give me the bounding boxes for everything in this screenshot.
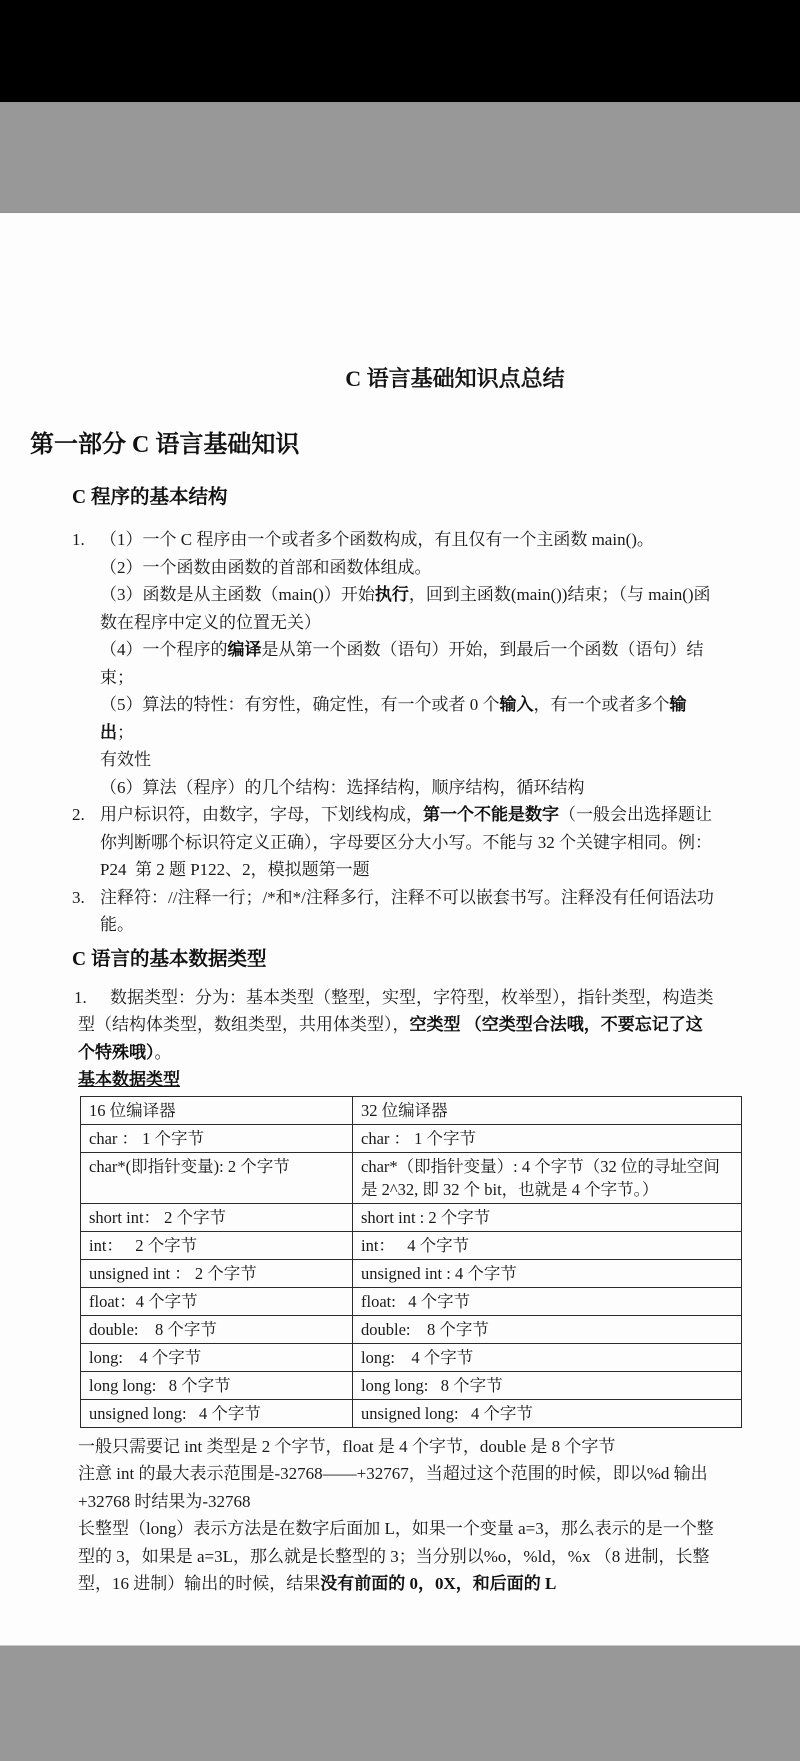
text-line	[100, 636, 720, 691]
table-row	[81, 1259, 742, 1287]
text-run: （5）算法的特性：有穷性，确定性，有一个或者 0 个	[100, 695, 500, 714]
table-cell: long: 4 个字节	[81, 1343, 353, 1371]
table-header-row	[81, 1096, 742, 1124]
table-cell: unsigned long: 4 个字节	[81, 1399, 353, 1427]
text-run: 数据类型：分为：基本类型（整型，实型，字符型，枚举型），指针类型，构造类	[110, 987, 714, 1007]
text-line	[78, 1039, 722, 1067]
table-row	[81, 1371, 742, 1399]
table-row	[81, 1124, 742, 1152]
list-item-2	[72, 801, 720, 884]
text-run: 用户标识符，由数字，字母，下划线构成，	[100, 805, 423, 824]
text-run: （6）算法（程序）的几个结构：选择结构，顺序结构，循环结构	[100, 777, 585, 797]
table-cell: unsigned int ： 2 个字节	[81, 1259, 353, 1287]
table-cell: long long: 8 个字节	[81, 1371, 353, 1399]
list-number: 3.	[72, 887, 85, 907]
document-title: C 语言基础知识点总结	[345, 366, 565, 391]
text-line	[100, 554, 720, 582]
text-line	[78, 1570, 724, 1598]
text-line	[100, 609, 720, 637]
section2-heading: C 语言的基本数据类型	[72, 948, 267, 970]
text-run: ；	[117, 722, 134, 742]
text-run: 有效性	[100, 750, 151, 769]
text-run: 型，16 进制）输出的时候，结果	[78, 1574, 321, 1593]
text-run: 型的 3，如果是 a=3L，那么就是长整型的 3；当分别以%o，%ld，%x （8 进制，长整	[78, 1546, 710, 1566]
text-line	[78, 1515, 724, 1543]
text-run: ，回到主函数(main())结束；（与 main()函	[408, 585, 711, 604]
section1-list	[72, 526, 720, 939]
table-cell: char*（即指针变量）: 4 个字节（32 位的寻址空间是 2^32, 即 32 个 bit，也就是 4 个字节。）	[353, 1152, 742, 1203]
text-line	[100, 526, 720, 554]
text-run: 长整型（long）表示方法是在数字后面加 L，如果一个变量 a=3，那么表示的是一个整	[78, 1519, 714, 1538]
notes-block	[78, 1433, 724, 1598]
text-line	[78, 1460, 724, 1488]
text-line	[100, 581, 720, 609]
table-cell: unsigned int : 4 个字节	[353, 1259, 742, 1287]
text-line	[78, 1433, 724, 1461]
list-number: 1.	[72, 530, 85, 549]
table-cell: long: 4 个字节	[353, 1343, 742, 1371]
table-cell: 32 位编译器	[353, 1096, 742, 1124]
letterbox-bottom	[0, 1645, 800, 1761]
bold-run: 编译	[227, 640, 262, 659]
bold-run: 没有前面的 0，0X，和后面的 L	[320, 1574, 557, 1593]
text-run: +32768 时结果为-32768	[78, 1491, 251, 1511]
text-run: （2）一个函数由函数的首部和函数体组成。	[100, 557, 432, 577]
table-row	[81, 1231, 742, 1259]
text-line	[100, 774, 720, 802]
table-cell: int： 2 个字节	[81, 1231, 353, 1259]
section1-heading: C 程序的基本结构	[72, 487, 228, 508]
data-type-table	[80, 1096, 742, 1428]
list-number: 2.	[72, 805, 85, 824]
bold-run: 输出	[100, 695, 687, 742]
table-row	[81, 1287, 742, 1315]
text-run: P24 第 2 题 P122、2，模拟题第一题	[100, 860, 370, 879]
text-run: 你判断哪个标识符定义正确），字母要区分大小写。不能与 32 个关键字相同。例：	[100, 832, 712, 852]
table-cell: 16 位编译器	[81, 1096, 353, 1124]
part1-heading: 第一部分 C 语言基础知识	[30, 432, 300, 458]
text-line	[100, 856, 720, 884]
text-run: （1）一个 C 程序由一个或者多个函数构成，有且仅有一个主函数 main()。	[100, 530, 654, 549]
text-run: 是从第一个函数（语句）开始，到最后一个函数（语句）结束；	[100, 640, 704, 687]
table-cell: double: 8 个字节	[81, 1315, 353, 1343]
letterbox-top	[0, 102, 800, 213]
text-run: 型（结构体类型，数组类型，共用体类型），	[78, 1015, 410, 1034]
document-page[interactable]	[0, 213, 800, 1645]
table-cell: unsigned long: 4 个字节	[353, 1399, 742, 1427]
list-number: 1.	[74, 987, 87, 1007]
text-line	[100, 911, 720, 939]
table-cell: float: 4 个字节	[353, 1287, 742, 1315]
table-row	[81, 1343, 742, 1371]
list-item-1	[72, 526, 720, 801]
bold-run: 输入	[499, 695, 534, 714]
table-cell: float：4 个字节	[81, 1287, 353, 1315]
text-run: （4）一个程序的	[100, 640, 228, 659]
text-run: 注意 int 的最大表示范围是-32768——+32767，当超过这个范围的时候，即以%d 输出	[78, 1464, 708, 1483]
table-row	[81, 1152, 742, 1203]
text-run: （3）函数是从主函数（main()）开始	[100, 585, 375, 604]
text-line	[100, 746, 720, 774]
text-line	[100, 884, 720, 912]
text-line	[74, 984, 722, 1012]
table-label: 基本数据类型	[78, 1070, 180, 1089]
text-run: （一般会出选择题让	[559, 805, 712, 824]
table-cell: char ： 1 个字节	[81, 1124, 353, 1152]
text-run: 能。	[100, 915, 134, 934]
text-line	[100, 829, 720, 857]
text-line	[78, 1543, 724, 1571]
text-line	[78, 1488, 724, 1516]
table-cell: short int： 2 个字节	[81, 1203, 353, 1231]
table-row	[81, 1399, 742, 1427]
table-cell: int： 4 个字节	[353, 1231, 742, 1259]
text-line	[100, 691, 720, 746]
text-run: 数在程序中定义的位置无关）	[100, 612, 321, 632]
text-line	[100, 801, 720, 829]
data-type-item	[74, 984, 722, 1067]
table-cell: char*(即指针变量): 2 个字节	[81, 1152, 353, 1203]
text-run: 一般只需要记 int 类型是 2 个字节，float 是 4 个字节，double 是 8 个字节	[78, 1436, 616, 1456]
table-row	[81, 1315, 742, 1343]
table-cell: long long: 8 个字节	[353, 1371, 742, 1399]
table-cell: double: 8 个字节	[353, 1315, 742, 1343]
bold-run: 空类型 （空类型合法哦，不要忘记了这	[409, 1015, 703, 1034]
table-row	[81, 1203, 742, 1231]
list-item-3	[72, 884, 720, 939]
status-bar-top	[0, 0, 800, 102]
text-run: ，有一个或者多个	[533, 695, 670, 714]
bold-run: 个特殊哦）	[78, 1042, 155, 1062]
text-run: 注释符：//注释一行；/*和*/注释多行，注释不可以嵌套书写。注释没有任何语法功	[100, 887, 714, 907]
text-run: 。	[154, 1042, 172, 1062]
bold-run: 第一个不能是数字	[423, 805, 559, 824]
text-line	[78, 1011, 722, 1039]
table-cell: short int : 2 个字节	[353, 1203, 742, 1231]
bold-run: 执行	[374, 585, 409, 604]
table-cell: char ： 1 个字节	[353, 1124, 742, 1152]
